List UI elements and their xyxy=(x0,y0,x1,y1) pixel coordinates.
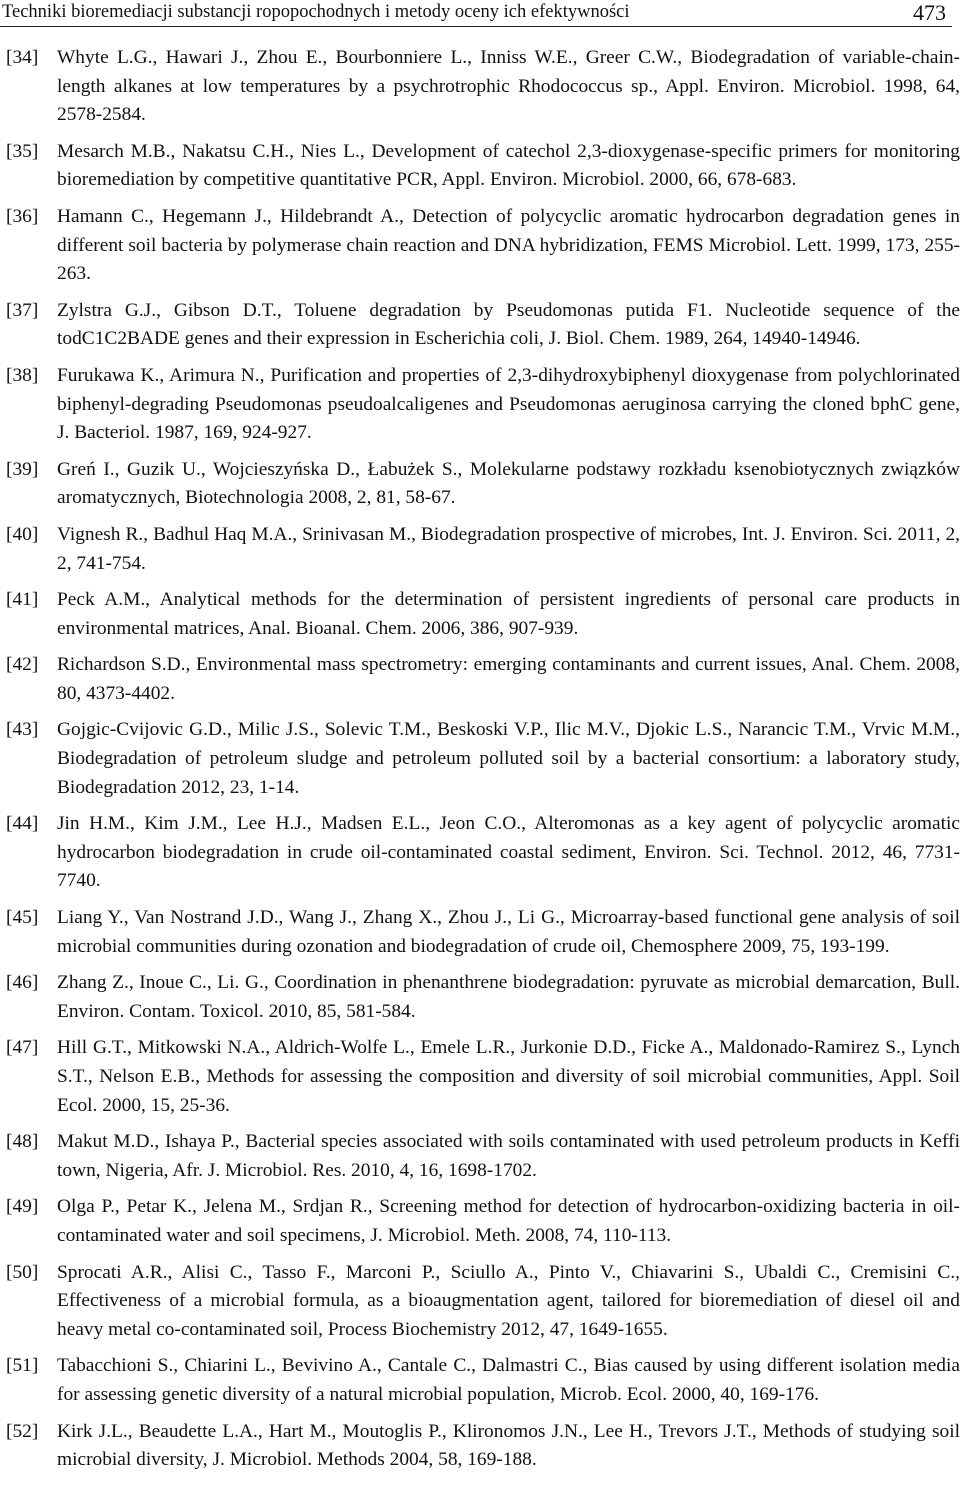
reference-text: Liang Y., Van Nostrand J.D., Wang J., Zhang X., Zhou J., Li G., Microarray-based functional gene analysis of soil microbial communities during ozonation and biodegradation of crude oil, Chemosphere 2009, 75, 193-199. xyxy=(57,907,960,957)
reference-item xyxy=(0,297,960,354)
running-header-title: Techniki bioremediacji substancji ropopochodnych i metody oceny ich efektywności xyxy=(2,2,630,22)
reference-text: Hill G.T., Mitkowski N.A., Aldrich-Wolfe L., Emele L.R., Jurkonie D.D., Ficke A., Maldonado-Ramirez S., Lynch S.T., Nelson E.B., Methods for assessing the composition and diversity of soil microbial communities, Appl. Soil Ecol. 2000, 15, 25-36. xyxy=(57,1037,960,1116)
reference-number: [42] xyxy=(6,654,39,676)
reference-text: Tabacchioni S., Chiarini L., Bevivino A., Cantale C., Dalmastri C., Bias caused by using different isolation media for assessing genetic diversity of a natural microbial population, Microb. Ecol. 2000, 40, 169-176. xyxy=(57,1355,960,1405)
reference-text: Zylstra G.J., Gibson D.T., Toluene degradation by Pseudomonas putida F1. Nucleotide sequence of the todC1C2BADE genes and their expression in Escherichia coli, J. Biol. Chem. 1989, 264, 14940-14946. xyxy=(57,299,960,350)
reference-number: [38] xyxy=(6,364,39,386)
reference-text: Greń I., Guzik U., Wojcieszyńska D., Łabużek S., Molekularne podstawy rozkładu ksenobiotycznych związków aromatycznych, Biotechnologia 2008, 2, 81, 58-67. xyxy=(57,458,960,509)
reference-item xyxy=(0,1259,960,1345)
reference-text: Sprocati A.R., Alisi C., Tasso F., Marconi P., Sciullo A., Pinto V., Chiavarini S., Ubaldi C., Cremisini C., Effectiveness of a microbial formula, as a bioaugmentation agent, tailored for bioremediation of diesel oil and heavy metal co-contaminated soil, Process Biochemistry 2012, 47, 1649-1655. xyxy=(57,1261,960,1340)
reference-text: Kirk J.L., Beaudette L.A., Hart M., Moutoglis P., Klironomos J.N., Lee H., Trevors J.T., Methods of studying soil microbial diversity, J. Microbiol. Methods 2004, 58, 169-188. xyxy=(57,1420,960,1471)
reference-number: [48] xyxy=(6,1131,39,1153)
reference-text: Vignesh R., Badhul Haq M.A., Srinivasan M., Biodegradation prospective of microbes, Int. J. Environ. Sci. 2011, 2, 2, 741-754. xyxy=(57,523,960,574)
reference-text: Mesarch M.B., Nakatsu C.H., Nies L., Development of catechol 2,3-dioxygenase-specific primers for monitoring bioremediation by competitive quantitative PCR, Appl. Environ. Microbiol. 2000, 66, 678-683. xyxy=(57,140,960,191)
reference-number: [47] xyxy=(6,1037,39,1059)
reference-number: [51] xyxy=(6,1355,39,1377)
reference-number: [35] xyxy=(6,140,39,162)
reference-item xyxy=(0,651,960,708)
reference-number: [41] xyxy=(6,589,39,611)
reference-number: [52] xyxy=(6,1420,39,1442)
reference-item xyxy=(0,969,960,1026)
reference-text: Peck A.M., Analytical methods for the determination of persistent ingredients of personal care products in environmental matrices, Anal. Bioanal. Chem. 2006, 386, 907-939. xyxy=(57,589,960,639)
reference-item xyxy=(0,1352,960,1409)
reference-item xyxy=(0,1034,960,1120)
reference-number: [34] xyxy=(6,47,39,68)
reference-text: Makut M.D., Ishaya P., Bacterial species associated with soils contaminated with used petroleum products in Keffi town, Nigeria, Afr. J. Microbiol. Res. 2010, 4, 16, 1698-1702. xyxy=(57,1131,960,1181)
reference-item xyxy=(0,1128,960,1185)
reference-text: Whyte L.G., Hawari J., Zhou E., Bourbonniere L., Inniss W.E., Greer C.W., Biodegradation of variable-chain-length alkanes at low temperatures by a psychrotrophic Rhodococcus sp., Appl. Environ. Microbiol. 1998, 64, 2578-2584. xyxy=(57,47,960,126)
reference-item xyxy=(0,138,960,195)
reference-text: Gojgic-Cvijovic G.D., Milic J.S., Solevic T.M., Beskoski V.P., Ilic M.V., Djokic L.S., Narancic T.M., Vrvic M.M., Biodegradation of petroleum sludge and petroleum polluted soil by a bacterial consortium: a laboratory study, Biodegradation 2012, 23, 1-14. xyxy=(57,719,960,798)
page-number: 473 xyxy=(913,0,946,25)
reference-item xyxy=(0,456,960,513)
reference-number: [36] xyxy=(6,205,39,227)
reference-item xyxy=(0,904,960,961)
reference-item xyxy=(0,716,960,802)
reference-list xyxy=(0,44,960,1483)
reference-item xyxy=(0,362,960,448)
reference-number: [50] xyxy=(6,1261,39,1283)
reference-item xyxy=(0,44,960,130)
reference-number: [39] xyxy=(6,458,39,480)
reference-text: Furukawa K., Arimura N., Purification and properties of 2,3-dihydroxybiphenyl dioxygenase from polychlorinated biphenyl-degrading Pseudomonas pseudoalcaligenes and Pseudomonas aeruginosa carrying the cloned bphC gene, J. Bacteriol. 1987, 169, 924-927. xyxy=(57,364,960,444)
reference-item xyxy=(0,586,960,643)
reference-text: Olga P., Petar K., Jelena M., Srdjan R., Screening method for detection of hydrocarbon-oxidizing bacteria in oil-contaminated water and soil specimens, J. Microbiol. Meth. 2008, 74, 110-113. xyxy=(57,1196,960,1246)
reference-item xyxy=(0,521,960,578)
reference-text: Hamann C., Hegemann J., Hildebrandt A., Detection of polycyclic aromatic hydrocarbon degradation genes in different soil bacteria by polymerase chain reaction and DNA hybridization, FEMS Microbiol. Lett. 1999, 173, 255-263. xyxy=(57,205,960,285)
reference-text: Zhang Z., Inoue C., Li. G., Coordination in phenanthrene biodegradation: pyruvate as microbial demarcation, Bull. Environ. Contam. Toxicol. 2010, 85, 581-584. xyxy=(57,972,960,1022)
running-header xyxy=(0,0,952,27)
reference-text: Jin H.M., Kim J.M., Lee H.J., Madsen E.L., Jeon C.O., Alteromonas as a key agent of polycyclic aromatic hydrocarbon biodegradation in crude oil-contaminated coastal sediment, Environ. Sci. Technol. 2012, 46, 7731-7740. xyxy=(57,813,960,892)
reference-number: [46] xyxy=(6,972,39,994)
reference-item xyxy=(0,203,960,289)
reference-number: [44] xyxy=(6,813,39,835)
reference-number: [45] xyxy=(6,907,39,929)
reference-item xyxy=(0,810,960,896)
reference-number: [43] xyxy=(6,719,39,741)
reference-number: [37] xyxy=(6,299,39,321)
reference-item xyxy=(0,1193,960,1250)
reference-number: [40] xyxy=(6,523,39,545)
reference-number: [49] xyxy=(6,1196,39,1218)
reference-item xyxy=(0,1418,960,1475)
reference-text: Richardson S.D., Environmental mass spectrometry: emerging contaminants and current issues, Anal. Chem. 2008, 80, 4373-4402. xyxy=(57,654,960,704)
